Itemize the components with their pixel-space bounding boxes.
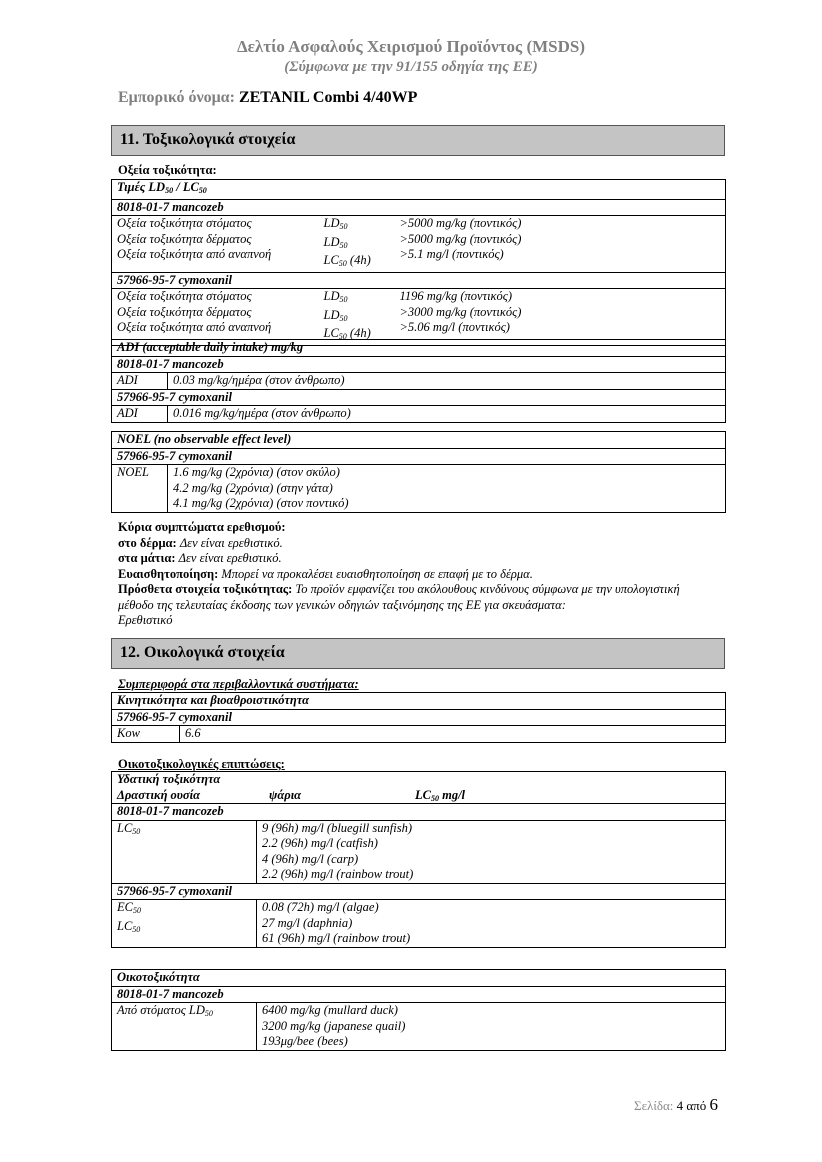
mobility-table — [111, 692, 726, 743]
trade-name-label: Εμπορικό όνομα: — [118, 89, 235, 106]
section-12-header: 12. Οικολογικά στοιχεία — [111, 638, 725, 669]
adi-table — [111, 339, 726, 423]
adi-title: ADI (acceptable daily intake) mg/kg — [112, 340, 726, 357]
ld-lc-title: Τιμές $LD_{50} / LC_{50}$ — [112, 180, 726, 200]
table-row: Από στόματος $LD_{50}$ 6400 mg/kg (mullard duck) 3200 mg/kg (japanese quail) 193μg/bee (bees) — [112, 1003, 726, 1051]
cymoxanil-heading: 57966-95-7 cymoxanil — [112, 883, 726, 900]
document-title: Δελτίο Ασφαλούς Χειρισμού Προϊόντος (MSDS) — [236, 37, 586, 56]
irritation-block: Κύρια συμπτώματα ερεθισμού: στο δέρμα: Δεν είναι ερεθιστικό. στα μάτια: Δεν είναι ερεθιστικό. Ευαισθητοποίηση: Μπορεί να προκαλέσει ευαισθητοποίηση σε επαφή με το δέρμα. Πρόσθετα στοιχεία τοξικότητας: Το προϊόν εμφανίζει του ακόλουθους κινδύνους σύμφωνα με την υπολογιστική μέθοδο της τελευταίας έκδοσης των γενικών οδηγιών ταξινόμησης της ΕΕ για σκευάσματα: Ερεθιστικό — [118, 520, 680, 627]
table-row: Kow 6.6 — [112, 726, 726, 743]
table-row: $EC_{50}$ $LC_{50}$ 0.08 (72h) mg/l (algae) 27 mg/l (daphnia) 61 (96h) mg/l (rainbow trout) — [112, 900, 726, 948]
cymoxanil-heading: 57966-95-7 cymoxanil — [112, 272, 726, 289]
trade-name-value: ZETANIL Combi 4/40WP — [238, 89, 418, 106]
aquatic-title: Υδατική τοξικότητα Δραστική ουσία ψάρια $LC_{50}$ mg/l — [112, 772, 726, 804]
section-11-header: 11. Τοξικολογικά στοιχεία — [111, 125, 725, 156]
table-row: ADI 0.03 mg/kg/ημέρα (στον άνθρωπο) — [112, 373, 726, 390]
behaviour-label: Συμπεριφορά στα περιβαλλοντικά συστήματα: — [118, 677, 359, 691]
acute-toxicity-table — [111, 179, 726, 346]
ecotoxicity-title: Οικοτοξικότητα — [112, 970, 726, 987]
table-row: Οξεία τοξικότητα στόματος Οξεία τοξικότητα δέρματος Οξεία τοξικότητα από αναπνοή $LD_{50}$ $LD_{50}$ $LC_{50}$ (4h) >5000 mg/kg (ποντικός) >5000 mg/kg (ποντικός) >5.1 mg/l (ποντικός) — [112, 216, 726, 273]
document-subtitle: (Σύμφωνα με την 91/155 οδηγία της ΕΕ) — [284, 59, 538, 75]
noel-title: NOEL (no observable effect level) — [112, 432, 726, 449]
table-row: ADI 0.016 mg/kg/ημέρα (στον άνθρωπο) — [112, 406, 726, 423]
aquatic-toxicity-table — [111, 771, 726, 948]
page-number: Σελίδα: 4 από 6 — [634, 1095, 718, 1114]
cymoxanil-heading: 57966-95-7 cymoxanil — [112, 389, 726, 406]
ecotox-effects-label: Οικοτοξικολογικές επιπτώσεις: — [118, 757, 285, 771]
mobility-title: Κινητικότητα και βιοαθροιστικότητα — [112, 693, 726, 710]
mancozeb-heading: 8018-01-7 mancozeb — [112, 986, 726, 1003]
table-row: NOEL 1.6 mg/kg (2χρόνια) (στον σκύλο) 4.2 mg/kg (2χρόνια) (στην γάτα) 4.1 mg/kg (2χρόνια) (στον ποντικό) — [112, 465, 726, 513]
trade-name — [118, 89, 417, 107]
cymoxanil-heading: 57966-95-7 cymoxanil — [112, 709, 726, 726]
cymoxanil-heading: 57966-95-7 cymoxanil — [112, 448, 726, 465]
noel-table — [111, 431, 726, 513]
mancozeb-heading: 8018-01-7 mancozeb — [112, 356, 726, 373]
mancozeb-heading: 8018-01-7 mancozeb — [112, 804, 726, 821]
mancozeb-heading: 8018-01-7 mancozeb — [112, 199, 726, 216]
acute-toxicity-label: Οξεία τοξικότητα: — [118, 163, 217, 177]
ecotoxicity-table — [111, 969, 726, 1051]
table-row: Οξεία τοξικότητα στόματος Οξεία τοξικότητα δέρματος Οξεία τοξικότητα από αναπνοή $LD_{50}$ $LD_{50}$ $LC_{50}$ (4h) 1196 mg/kg (ποντικός) >3000 mg/kg (ποντικός) >5.06 mg/l (ποντικός) — [112, 289, 726, 346]
table-row: $LC_{50}$ 9 (96h) mg/l (bluegill sunfish) 2.2 (96h) mg/l (catfish) 4 (96h) mg/l (carp) 2.2 (96h) mg/l (rainbow trout) — [112, 820, 726, 883]
